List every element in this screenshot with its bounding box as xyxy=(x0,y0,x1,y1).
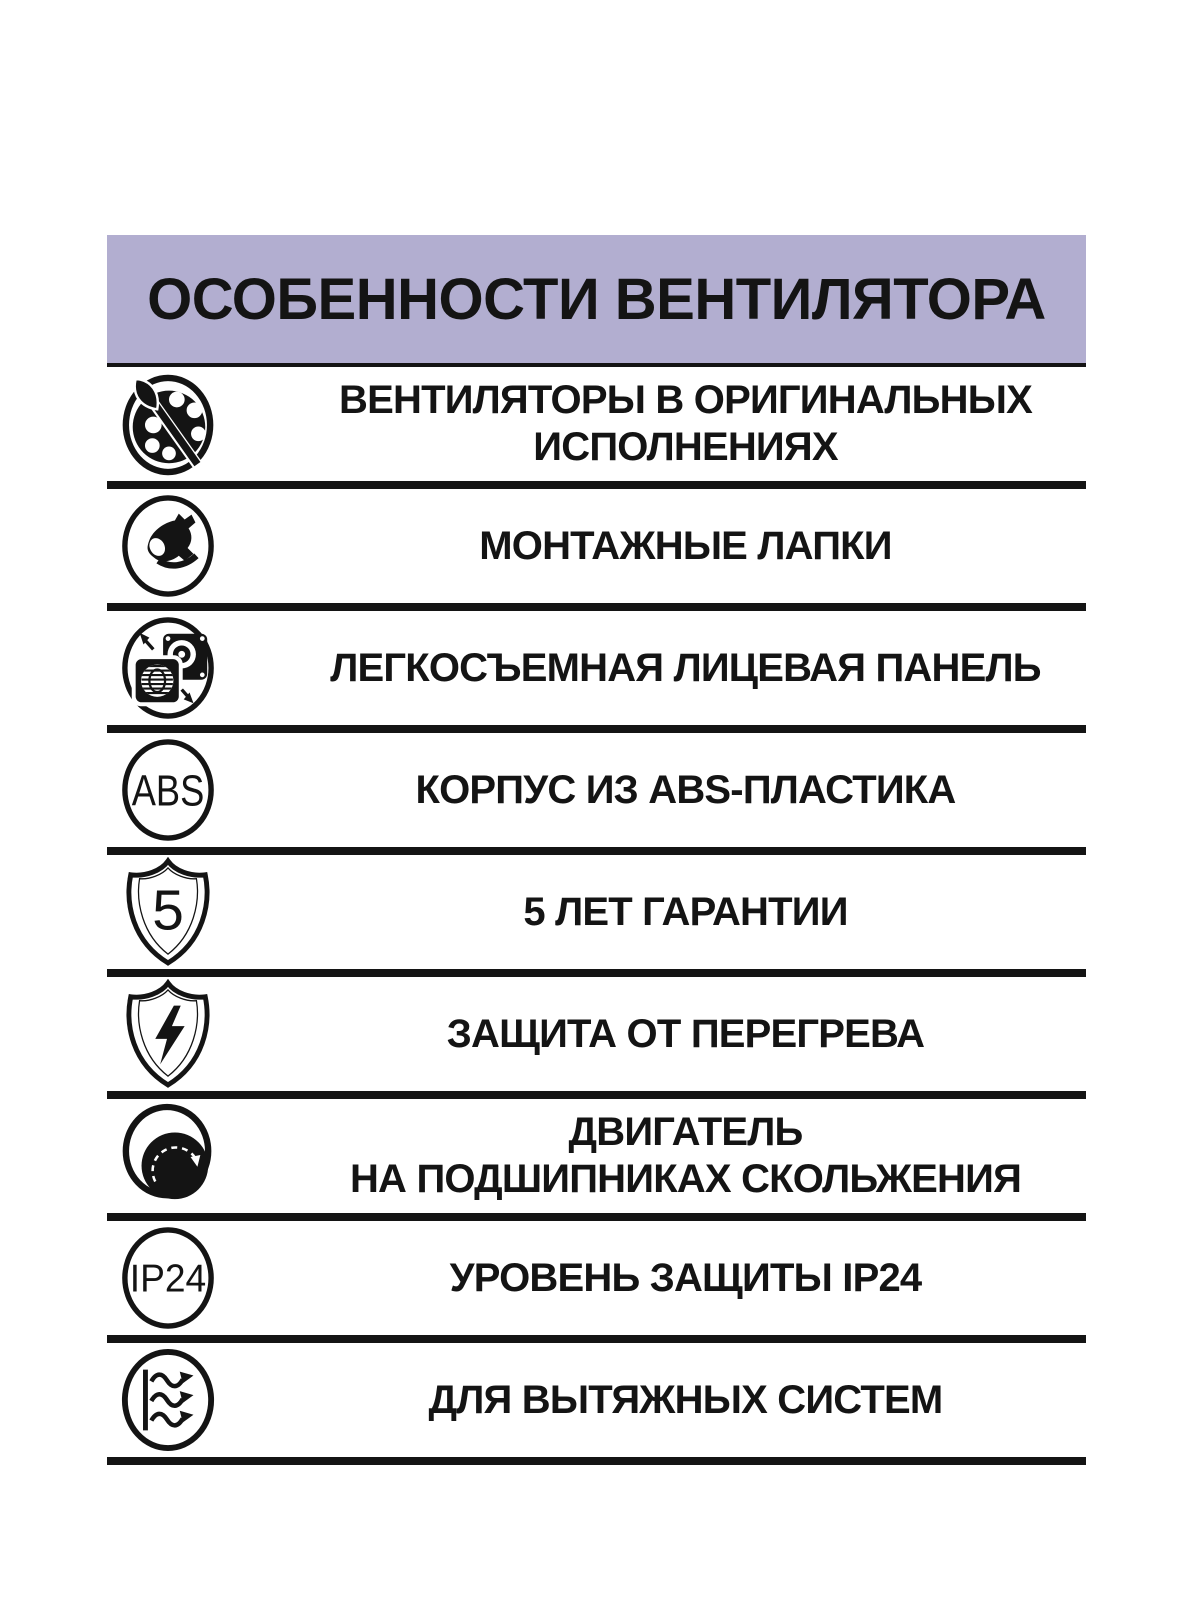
feature-icon-box xyxy=(107,979,229,1089)
page-title: ОСОБЕННОСТИ ВЕНТИЛЯТОРА xyxy=(147,266,1046,332)
feature-text-line: КОРПУС ИЗ ABS-ПЛАСТИКА xyxy=(415,767,956,812)
feature-text xyxy=(229,377,1086,471)
feature-text xyxy=(229,1377,1086,1424)
exhaust-air-icon xyxy=(119,1345,217,1455)
feature-text-line: ЗАЩИТА ОТ ПЕРЕГРЕВА xyxy=(446,1011,925,1056)
svg-text:IP24: IP24 xyxy=(129,1257,207,1301)
feature-text-line: ВЕНТИЛЯТОРЫ В ОРИГИНАЛЬНЫХ xyxy=(339,378,1032,422)
header-band xyxy=(107,235,1086,367)
feature-row xyxy=(107,977,1086,1099)
feature-text-line: ДЛЯ ВЫТЯЖНЫХ СИСТЕМ xyxy=(428,1377,943,1422)
feature-icon-box xyxy=(107,857,229,967)
feature-text xyxy=(229,1011,1086,1058)
feature-row xyxy=(107,611,1086,733)
feature-text-line: ЛЕГКОСЪЕМНАЯ ЛИЦЕВАЯ ПАНЕЛЬ xyxy=(330,645,1041,690)
ip24-icon xyxy=(119,1223,217,1333)
feature-icon-box xyxy=(107,1101,229,1211)
warranty-shield-icon xyxy=(119,857,217,967)
feature-row xyxy=(107,1221,1086,1343)
feature-text-line: МОНТАЖНЫЕ ЛАПКИ xyxy=(479,523,892,568)
overheat-shield-icon xyxy=(119,979,217,1089)
feature-row xyxy=(107,489,1086,611)
feature-row xyxy=(107,1099,1086,1221)
feature-icon-box xyxy=(107,613,229,723)
sliding-bearing-icon xyxy=(119,1101,217,1211)
feature-text xyxy=(229,1109,1086,1203)
abs-plastic-icon xyxy=(119,735,217,845)
feature-row xyxy=(107,367,1086,489)
feature-text-line: ДВИГАТЕЛЬ xyxy=(568,1110,803,1154)
palette-brush-icon xyxy=(119,369,217,479)
feature-text-line: НА ПОДШИПНИКАХ СКОЛЬЖЕНИЯ xyxy=(349,1157,1022,1201)
feature-text xyxy=(229,523,1086,570)
feature-icon-box xyxy=(107,1223,229,1333)
feature-icon-box xyxy=(107,491,229,601)
feature-row xyxy=(107,1343,1086,1465)
feature-text-line: 5 ЛЕТ ГАРАНТИИ xyxy=(523,889,848,934)
svg-text:ABS: ABS xyxy=(131,767,205,816)
content-column xyxy=(107,235,1086,1465)
feature-text xyxy=(229,767,1086,814)
feature-text-line: УРОВЕНЬ ЗАЩИТЫ IP24 xyxy=(449,1255,922,1300)
mounting-feet-icon xyxy=(119,491,217,601)
feature-icon-box xyxy=(107,1345,229,1455)
feature-icon-box xyxy=(107,735,229,845)
feature-list xyxy=(107,367,1086,1465)
feature-text-line: ИСПОЛНЕНИЯХ xyxy=(533,425,838,469)
feature-text xyxy=(229,645,1086,692)
feature-text xyxy=(229,1255,1086,1302)
removable-panel-icon xyxy=(119,613,217,723)
feature-text xyxy=(229,889,1086,936)
svg-text:5: 5 xyxy=(152,879,184,943)
feature-icon-box xyxy=(107,369,229,479)
feature-row xyxy=(107,733,1086,855)
feature-row xyxy=(107,855,1086,977)
